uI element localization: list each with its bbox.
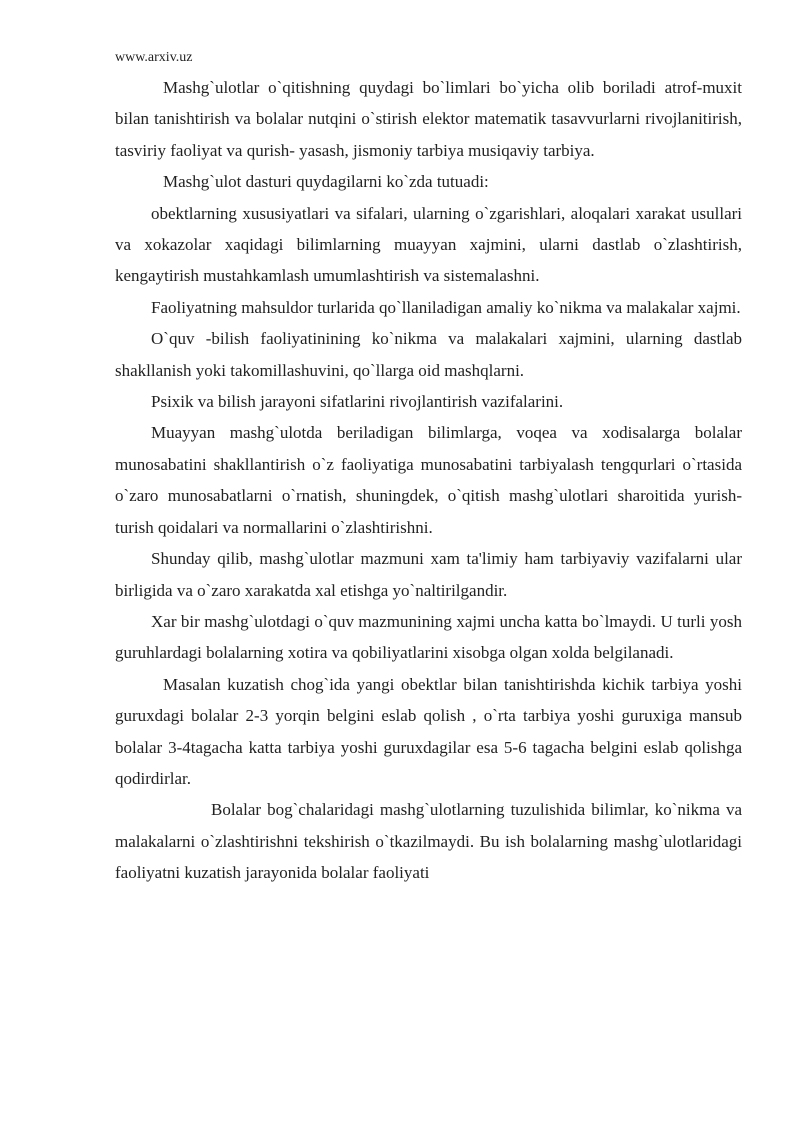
paragraph-4: Faoliyatning mahsuldor turlarida qo`llaniladigan amaliy ko`nikma va malakalar xajmi. <box>151 297 741 317</box>
site-url: www.arxiv.uz <box>115 50 193 65</box>
paragraph-5: O`quv -bilish faoliyatinining ko`nikma va malakalari xajmini, ularning dastlab shakllanish yoki takomillashuvini, qo`llarga oid mashqlarni. <box>115 329 742 380</box>
paragraph-2: Mashg`ulot dasturi quydagilarni ko`zda tutuadi: <box>163 172 489 192</box>
paragraph-1: Mashg`ulotlar o`qitishning quydagi bo`limlari bo`yicha olib boriladi atrof-muxit bilan tanishtirish va bolalar nutqini o`stirish elektor matematik tasavvurlarni rivojlanitirish, tasviriy faoliyat va qurish- yasash, jismoniy tarbiya musiqaviy tarbiya. <box>115 78 742 160</box>
paragraph-10: Masalan kuzatish chog`ida yangi obektlar bilan tanishtirishda kichik tarbiya yoshi guruxdagi bolalar 2-3 yorqin belgini eslab qolish , o`rta tarbiya yoshi guruxiga mansub bolalar 3-4tagacha katta tarbiya yoshi guruxdagilar esa 5-6 tagacha belgini eslab qolishga qodirdirlar. <box>115 674 742 788</box>
paragraph-7: Muayyan mashg`ulotda beriladigan bilimlarga, voqea va xodisalarga bolalar munosabatini shakllantirish o`z faoliyatiga munosabatini tarbiyalash tengqurlari o`rtasida o`zaro munosabatlarni o`rnatish, shuningdek, o`qitish mashg`ulotlari sharoitida yurish-turish qoidalari va normallarini o`zlashtirishni. <box>115 423 742 537</box>
document-body <box>115 72 742 889</box>
paragraph-11: Bolalar bog`chalaridagi mashg`ulotlarning tuzulishida bilimlar, ko`nikma va malakalarni o`zlashtirishni tekshirish o`tkazilmaydi. Bu ish bolalarning mashg`ulotlaridagi faoliyatni kuzatish jarayonida bolalar faoliyati <box>115 800 742 883</box>
paragraph-6: Psixik va bilish jarayoni sifatlarini rivojlantirish vazifalarini. <box>151 392 564 412</box>
paragraph-9: Xar bir mashg`ulotdagi o`quv mazmunining xajmi uncha katta bo`lmaydi. U turli yosh guruhlardagi bolalarning xotira va qobiliyatlarini xisobga olgan xolda belgilanadi. <box>115 611 742 663</box>
paragraph-8: Shunday qilib, mashg`ulotlar mazmuni xam ta'limiy ham tarbiyaviy vazifalarni ular birligida va o`zaro xarakatda xal etishga yo`naltirilgandir. <box>115 549 742 600</box>
paragraph-3: obektlarning xususiyatlari va sifalari, ularning o`zgarishlari, aloqalari xarakat usullari va xokazolar xaqidagi bilimlarning muayyan xajmini, ularni dastlab o`zlashtirish, kengaytirish mustahkamlash umumlashtirish va sistemalashni. <box>115 203 742 286</box>
